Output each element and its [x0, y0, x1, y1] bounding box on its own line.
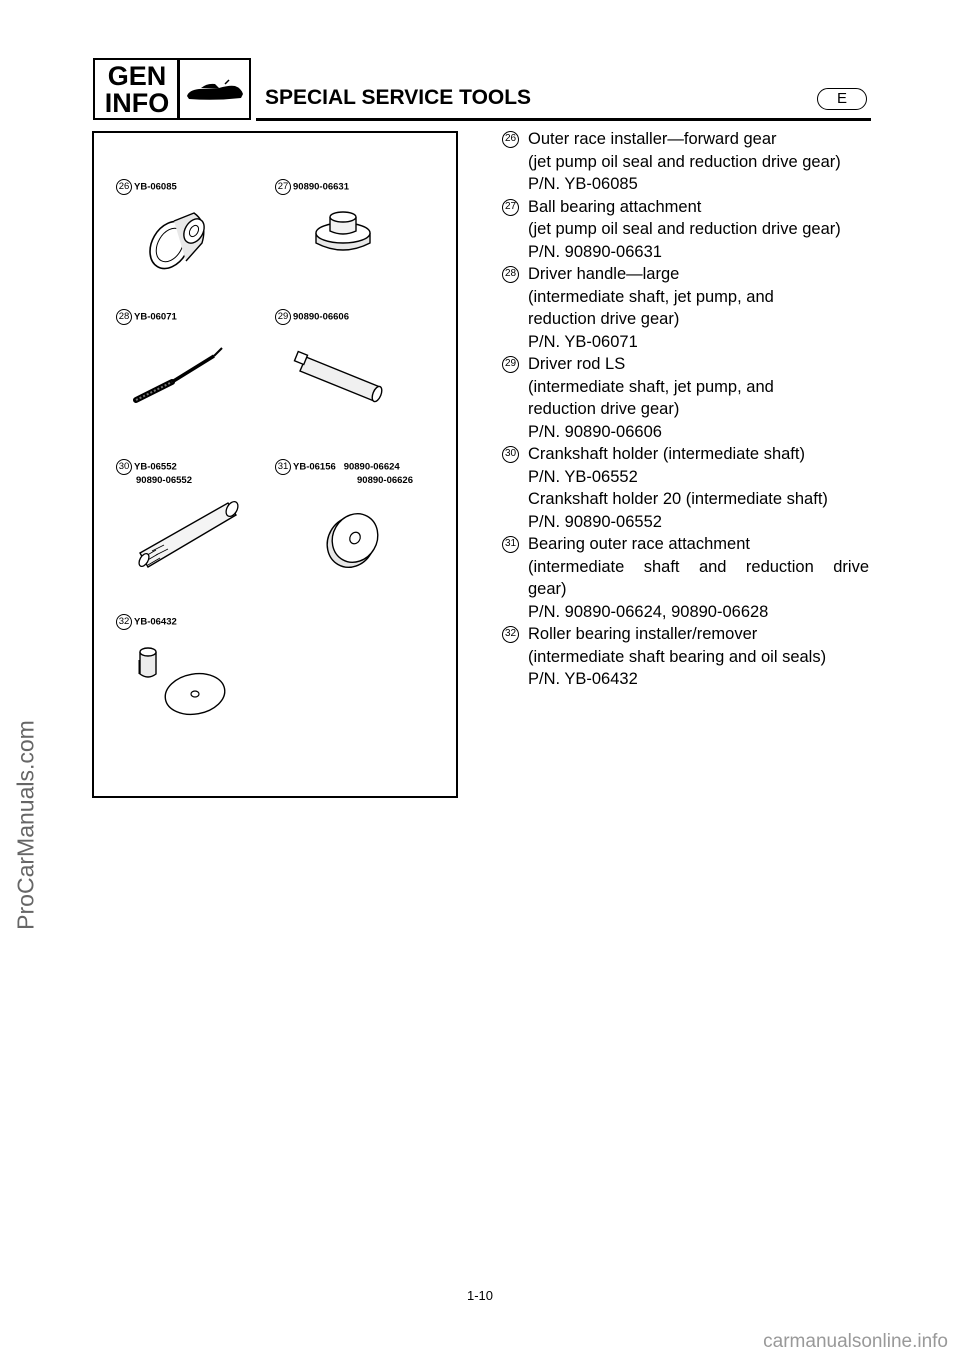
tool-number-badge: 32 — [116, 614, 132, 630]
roller-bearing-plate-drawing — [160, 670, 232, 720]
tool-number-badge: 31 — [275, 459, 291, 475]
tool-entry-30 — [504, 443, 869, 533]
crankshaft-holder-drawing — [132, 495, 244, 573]
tool-illustration-panel — [92, 131, 458, 798]
ball-bearing-attachment-drawing — [308, 205, 378, 257]
tool-description-list — [504, 128, 869, 691]
tool-number-badge: 26 — [116, 179, 132, 195]
tool-label-32 — [116, 614, 177, 630]
tool-number-badge: 28 — [116, 309, 132, 325]
entry-part-number: P/N. 90890-06624, 90890-06628 — [528, 602, 769, 621]
tool-label-28 — [116, 309, 177, 325]
entry-application: (intermediate shaft and reduction drive — [528, 557, 869, 576]
tool-entry-29 — [504, 353, 869, 443]
watermark: ProCarManuals.com — [12, 720, 39, 930]
entry-title: Crankshaft holder (intermediate shaft) — [528, 445, 805, 463]
entry-number-badge: 29 — [502, 356, 519, 373]
section-badge — [93, 58, 251, 120]
tool-entry-32 — [504, 623, 869, 691]
language-mark: E — [817, 88, 867, 110]
entry-title: Driver rod LS — [528, 355, 626, 373]
tool-label-31 — [275, 459, 413, 487]
entry-application: reduction drive gear) — [528, 400, 680, 418]
entry-part-number: P/N. YB-06071 — [528, 332, 638, 351]
tool-code: 90890-06631 — [293, 181, 349, 193]
tool-code: YB-06085 — [134, 181, 177, 193]
jetski-icon — [185, 74, 245, 104]
tool-code-secondary: 90890-06626 — [357, 475, 413, 486]
entry-part-number: P/N. 90890-06552 — [528, 512, 662, 531]
entry-application: gear) — [528, 580, 567, 598]
entry-title: Ball bearing attachment — [528, 197, 702, 216]
tool-entry-31 — [504, 533, 869, 623]
tool-code: YB-06156 90890-06624 — [293, 461, 400, 473]
entry-title: Outer race installer—forward gear — [528, 130, 777, 148]
entry-application: (jet pump oil seal and reduction drive gear) — [528, 152, 841, 171]
badge-line-info: INFO — [104, 88, 170, 118]
driver-rod-drawing — [292, 343, 396, 405]
header-rule — [256, 118, 871, 121]
tool-code: YB-06071 — [134, 311, 177, 323]
entry-number-badge: 31 — [502, 536, 519, 553]
badge-line-gen: GEN — [107, 61, 167, 91]
entry-number-badge: 32 — [502, 626, 519, 643]
entry-part-number: P/N. YB-06552 — [528, 467, 638, 486]
footer-url: carmanualsonline.info — [763, 1331, 948, 1352]
entry-number-badge: 28 — [502, 266, 519, 283]
tool-label-30 — [116, 459, 192, 487]
tool-number-badge: 27 — [275, 179, 291, 195]
entry-number-badge: 27 — [502, 199, 519, 216]
outer-race-installer-drawing — [144, 205, 214, 273]
entry-application: (intermediate shaft, jet pump, and — [528, 287, 774, 306]
badge-text — [97, 60, 177, 121]
tool-code: YB-06432 — [134, 616, 177, 628]
entry-part-number: P/N. 90890-06606 — [528, 422, 662, 441]
entry-title: Driver handle—large — [528, 265, 680, 283]
tool-label-29 — [275, 309, 349, 325]
entry-title: Roller bearing installer/remover — [528, 625, 758, 643]
entry-application: (intermediate shaft bearing and oil seals) — [528, 647, 827, 666]
page-number: 1-10 — [466, 1288, 494, 1303]
entry-title: Crankshaft holder 20 (intermediate shaft) — [528, 490, 828, 508]
entry-part-number: P/N. YB-06085 — [528, 175, 638, 193]
bearing-outer-race-attachment-drawing — [322, 509, 384, 571]
entry-number-badge: 26 — [502, 131, 519, 148]
tool-code-secondary: 90890-06552 — [136, 475, 192, 486]
entry-part-number: P/N. 90890-06631 — [528, 242, 662, 261]
tool-code: 90890-06606 — [293, 311, 349, 323]
tool-label-26 — [116, 179, 177, 195]
driver-handle-drawing — [130, 338, 230, 408]
tool-number-badge: 30 — [116, 459, 132, 475]
tool-entry-27 — [504, 196, 869, 264]
entry-application: (intermediate shaft, jet pump, and — [528, 377, 774, 396]
tool-code: YB-06552 — [134, 461, 177, 473]
tool-entry-28 — [504, 263, 869, 353]
entry-title: Bearing outer race attachment — [528, 535, 750, 553]
badge-divider — [177, 60, 180, 118]
page-title: SPECIAL SERVICE TOOLS — [265, 86, 532, 109]
entry-part-number: P/N. YB-06432 — [528, 670, 638, 688]
entry-application: (jet pump oil seal and reduction drive gear) — [528, 220, 841, 238]
tool-entry-26 — [504, 128, 869, 196]
entry-application: reduction drive gear) — [528, 310, 680, 328]
entry-number-badge: 30 — [502, 446, 519, 463]
tool-number-badge: 29 — [275, 309, 291, 325]
tool-label-27 — [275, 179, 349, 195]
